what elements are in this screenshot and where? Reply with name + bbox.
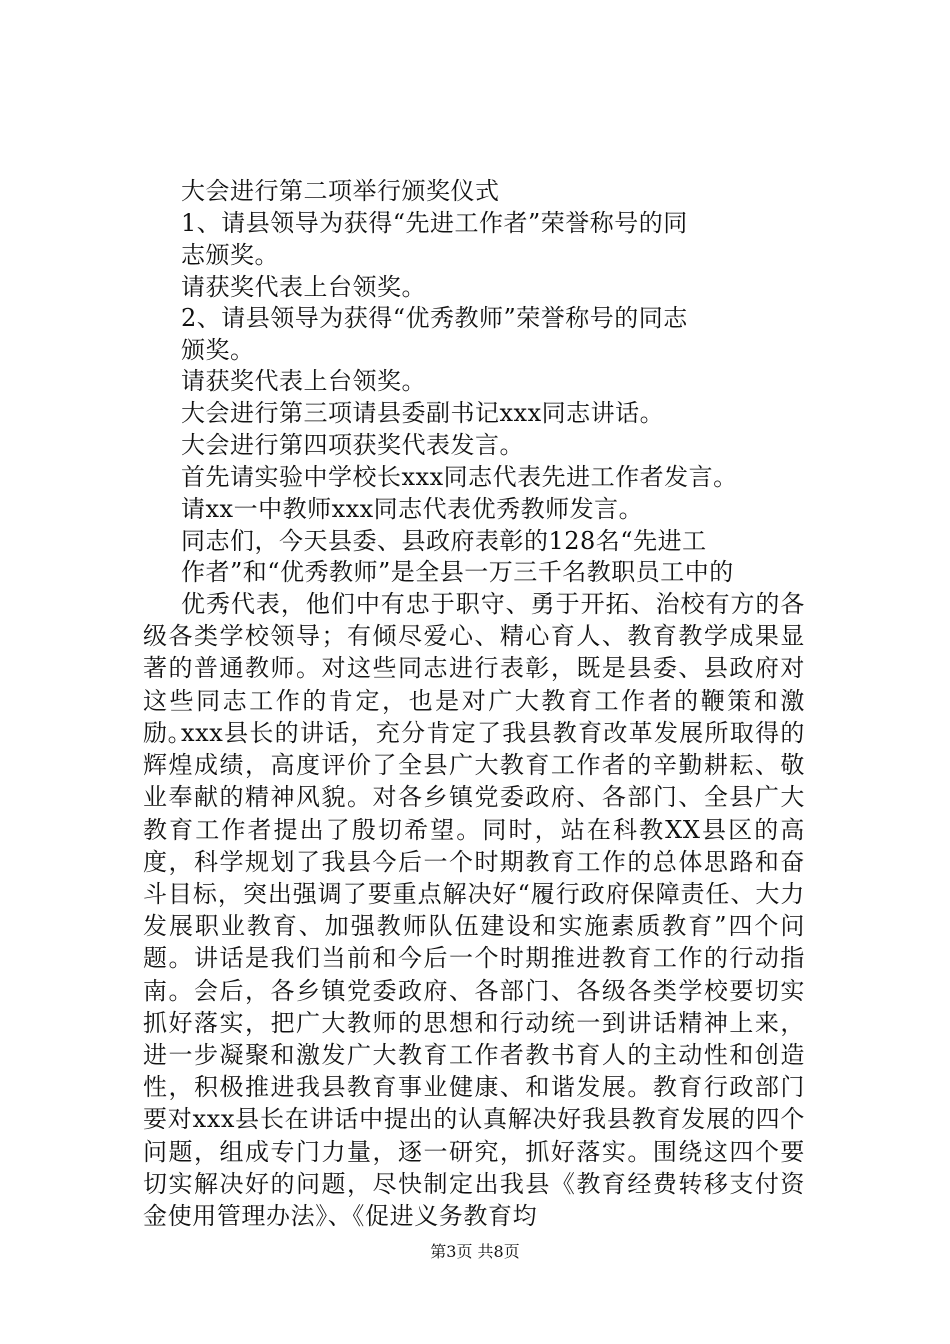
body-paragraph: 优秀代表，他们中有忠于职守、勇于开拓、治校有方的各级各类学校领导；有倾尽爱心、精心育人、教育教学成果显著的普通教师。对这些同志进行表彰，既是县委、县政府对这些同志工作的肯定，也是对广大教育工作者的鞭策和激励。 [143,590,805,747]
text-line: 请xx一中教师xxx同志代表优秀教师发言。 [181,495,644,523]
text-line: 大会进行第二项举行颁奖仪式 [181,177,500,205]
text-line: 颁奖。 [181,336,255,364]
text-line: 2、请县领导为获得“优秀教师”荣誉称号的同志 [181,304,688,332]
text-line: 大会进行第四项获奖代表发言。 [181,431,524,459]
text-line: 大会进行第三项请县委副书记xxx同志讲话。 [181,399,665,427]
text-line: 请获奖代表上台领奖。 [181,273,426,301]
text-line: 1、请县领导为获得“先进工作者”荣誉称号的同 [181,209,688,237]
page-number: 第3页 共8页 [430,1242,520,1261]
text-line: 同志们，今天县委、县政府表彰的128名“先进工 [181,527,707,555]
body-paragraph: xxx县长的讲话，充分肯定了我县教育改革发展所取得的辉煌成绩，高度评价了全县广大教育工作者的辛勤耕耘、敬业奉献的精神风貌。对各乡镇党委政府、各部门、全县广大教育工作者提出了殷切希望。同时，站在科教XX县区的高度，科学规划了我县今后一个时期教育工作的总体思路和奋斗目标，突出强调了要重点解决好“履行政府保障责任、大力发展职业教育、加强教师队伍建设和实施素质教育”四个问题。讲话是我们当前和今后一个时期推进教育工作的行动指南。会后，各乡镇党委政府、各部门、各级各类学校要切实抓好落实，把广大教师的思想和行动统一到讲话精神上来，进一步凝聚和激发广大教育工作者教书育人的主动性和创造性，积极推进我县教育事业健康、和谐发展。教育行政部门要对xxx县长在讲话中提出的认真解决好我县教育发展的四个问题，组成专门力量，逐一研究，抓好落实。围绕这四个要切实解决好的问题，尽快制定出我县《教育经费转移支付资金使用管理办法》、《促进义务教育均 [143,719,805,1231]
text-line: 作者”和“优秀教师”是全县一万三千名教职员工中的 [181,558,734,586]
text-line: 首先请实验中学校长xxx同志代表先进工作者发言。 [181,463,738,491]
text-line: 请获奖代表上台领奖。 [181,367,426,395]
text-line: 志颁奖。 [181,241,279,269]
